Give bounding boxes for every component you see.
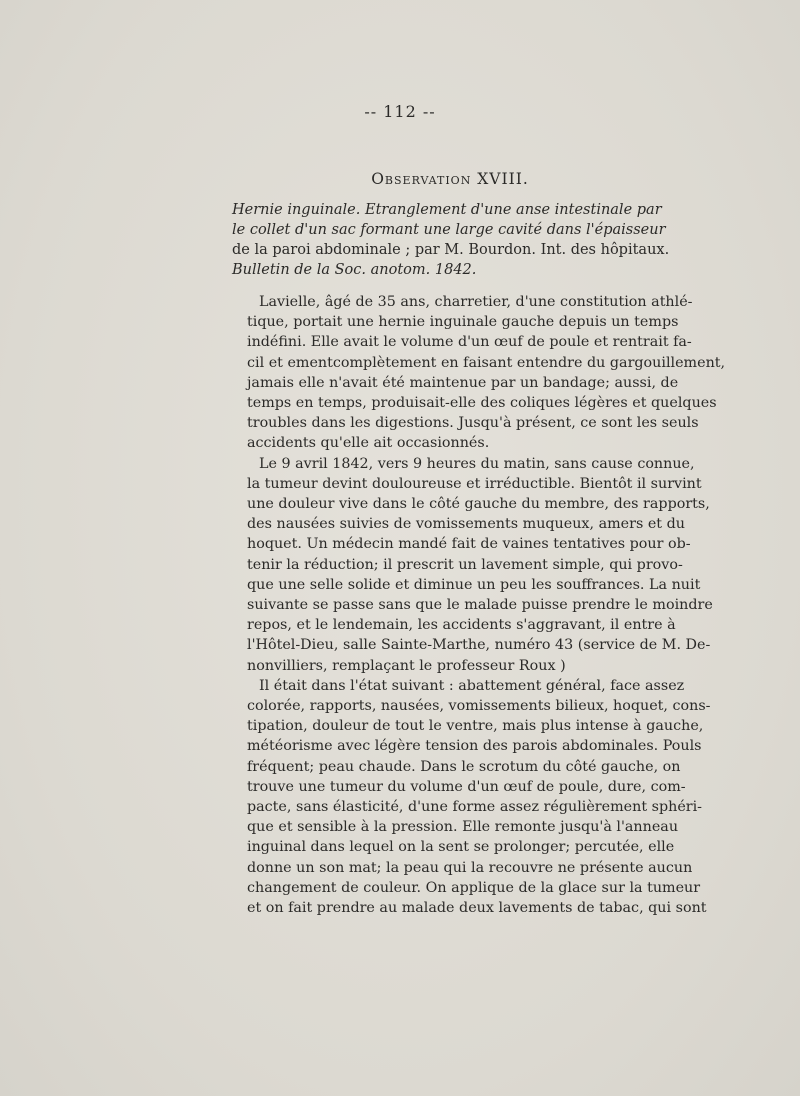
text-line: troubles dans les digestions. Jusqu'à présent, ce sont les seuls <box>247 415 699 432</box>
text-line: trouve une tumeur du volume d'un œuf de poule, dure, com- <box>247 778 686 795</box>
text-line: fréquent; peau chaude. Dans le scrotum du côté gauche, on <box>247 758 681 775</box>
text-line: tipation, douleur de tout le ventre, mais plus intense à gauche, <box>247 718 704 735</box>
text-line: la tumeur devint douloureuse et irréductible. Bientôt il survint <box>247 475 702 492</box>
text-line: donne un son mat; la peau qui la recouvre ne présente aucun <box>247 859 693 876</box>
text-line: nonvilliers, remplaçant le professeur Roux ) <box>247 657 566 674</box>
text-line: colorée, rapports, nausées, vomissements bilieux, hoquet, cons- <box>247 698 711 715</box>
text-line: l'Hôtel-Dieu, salle Sainte-Marthe, numéro 43 (service de M. De- <box>247 637 711 654</box>
body-text <box>247 292 726 918</box>
observation-title: Observation XVIII. <box>371 170 529 188</box>
paragraph <box>247 676 711 918</box>
text-line: changement de couleur. On applique de la glace sur la tumeur <box>247 879 701 896</box>
text-line: et on fait prendre au malade deux lavements de tabac, qui sont <box>247 900 707 917</box>
text-line: des nausées suivies de vomissements muqueux, amers et du <box>247 516 685 533</box>
text-line: pacte, sans élasticité, d'une forme assez régulièrement sphéri- <box>247 799 703 816</box>
page-number: -- 112 -- <box>364 102 436 121</box>
text-line: inguinal dans lequel on la sent se prolonger; percutée, elle <box>247 839 675 856</box>
text-line: temps en temps, produisait-elle des coliques légères et quelques <box>247 395 717 412</box>
abstract-line: de la paroi abdominale ; par M. Bourdon. Int. des hôpitaux. <box>232 242 670 258</box>
text-line: météorisme avec légère tension des parois abdominales. Pouls <box>247 738 702 755</box>
text-line: tique, portait une hernie inguinale gauche depuis un temps <box>247 314 679 331</box>
text-line: Il était dans l'état suivant : abattement général, face assez <box>259 677 685 694</box>
abstract-line: le collet d'un sac formant une large cavité dans l'épaisseur <box>232 222 666 238</box>
text-line: que et sensible à la pression. Elle remonte jusqu'à l'anneau <box>247 819 679 836</box>
text-line: hoquet. Un médecin mandé fait de vaines tentatives pour ob- <box>247 536 691 553</box>
text-line: Le 9 avril 1842, vers 9 heures du matin, sans cause connue, <box>259 455 695 472</box>
text-line: une douleur vive dans le côté gauche du membre, des rapports, <box>247 496 710 513</box>
text-line: indéfini. Elle avait le volume d'un œuf de poule et rentrait fa- <box>247 334 692 351</box>
paragraph <box>247 292 726 454</box>
text-line: jamais elle n'avait été maintenue par un bandage; aussi, de <box>247 374 679 391</box>
abstract-line: Hernie inguinale. Etranglement d'une anse intestinale par <box>232 202 662 218</box>
text-line: cil et ementcomplètement en faisant entendre du gargouillement, <box>247 354 726 371</box>
text-line: accidents qu'elle ait occasionnés. <box>247 435 490 452</box>
text-line: tenir la réduction; il prescrit un lavement simple, qui provo- <box>247 556 683 573</box>
observation-abstract <box>232 200 672 280</box>
text-line: suivante se passe sans que le malade puisse prendre le moindre <box>247 597 713 614</box>
text-line: Lavielle, âgé de 35 ans, charretier, d'une constitution athlé- <box>259 294 693 310</box>
paragraph <box>247 454 713 676</box>
abstract-line: Bulletin de la Soc. anotom. 1842. <box>232 262 477 278</box>
text-line: que une selle solide et diminue un peu les souffrances. La nuit <box>247 576 701 593</box>
text-line: repos, et le lendemain, les accidents s'aggravant, il entre à <box>247 617 676 634</box>
